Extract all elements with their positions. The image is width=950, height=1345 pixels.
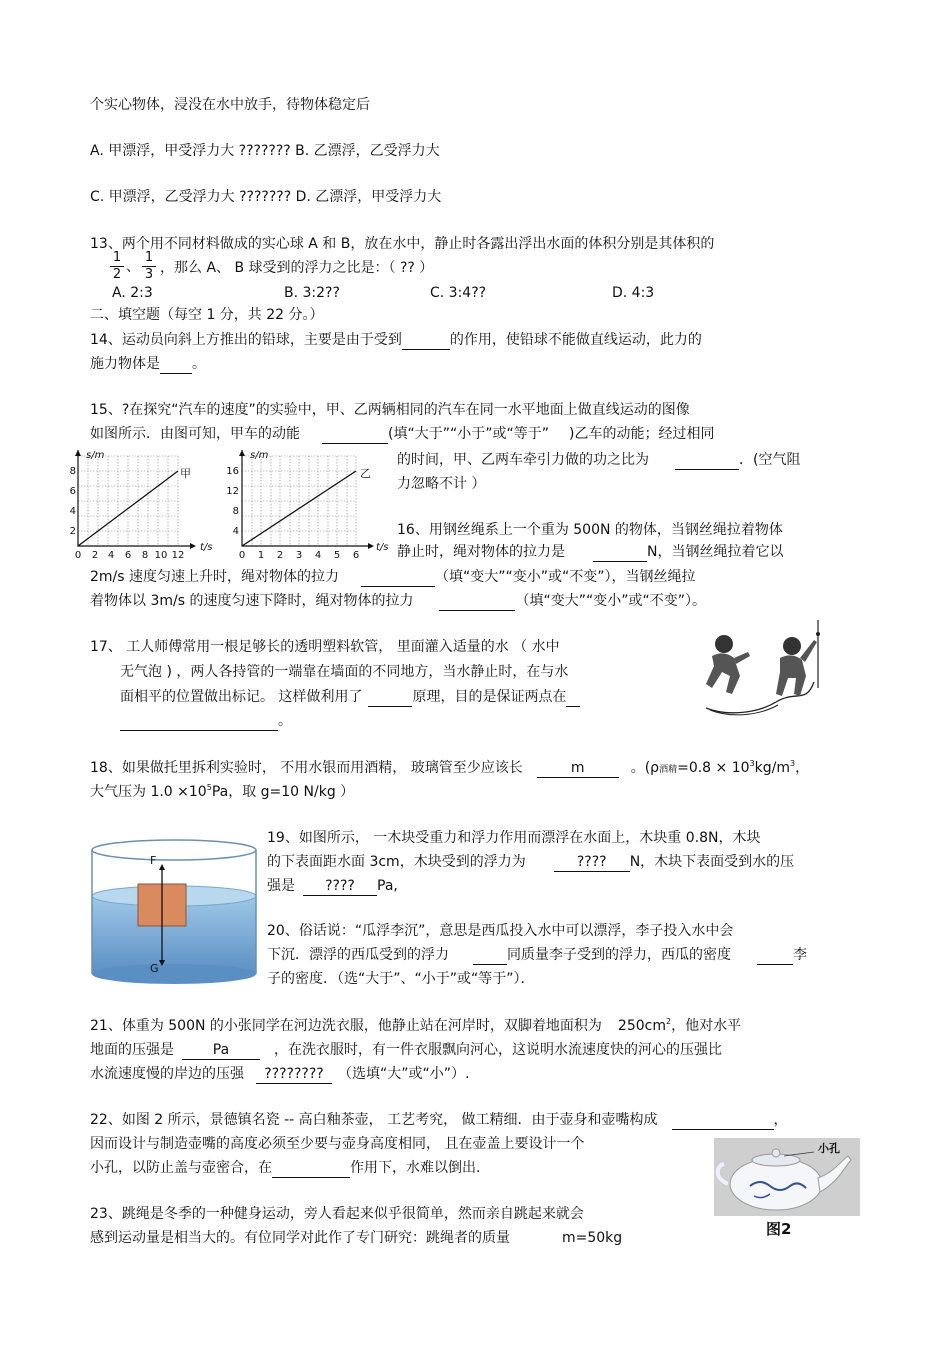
q23-line2 [90,1229,622,1247]
graph-jia-ylabel: s/m [86,450,105,461]
q22-line3 [90,1159,480,1178]
q13-comma: 、 [126,259,140,275]
q18-text-c: =0.8 × 10 [677,760,750,776]
q23-line1: 23、跳绳是冬季的一种健身运动，旁人看起来似乎很简单，然而亲自跳起来就会 [90,1206,584,1222]
q15-text-b: (填“大于”“小于”或“等于” [388,426,549,442]
graph-jia-name: 甲 [180,467,191,480]
q19-line3 [267,877,398,896]
q18-exp3b: 3 [790,759,796,768]
q15-text-c: )乙车的动能；经过相同 [568,426,715,442]
graph-yi-xtick: 1 [257,550,265,561]
q22-text-b: 小孔，以防止盖与壶密合，在 [90,1160,272,1176]
floating-block-figure [88,838,260,984]
q17-text-a: 面相平的位置做出标记。 这样做利用了 [120,689,363,705]
q13-frac2-den: 3 [144,267,154,282]
q20-text-b: 同质量李子受到的浮力，西瓜的密度 [507,947,731,963]
graph-yi-xtick: 2 [276,550,284,561]
q13-frac1-num: 1 [110,250,124,267]
q16-text-b: N，当钢丝绳拉着它以 [647,544,784,560]
q13-fraction-1 [110,250,124,283]
q21-text-a: 21、体重为 500N 的小张同学在河边洗衣服，他静止站在河岸时，双脚着地面积为 [90,1018,602,1034]
q13-option-d: D. 4:3 [612,285,655,301]
q18-text-f: 大气压为 1.0 ×10 [90,784,207,800]
q15-text-a: 如图所示．由图可知，甲车的动能 [90,426,300,442]
q16-text-c: 2m/s 速度匀速上升时，绳对物体的拉力 [90,569,340,585]
q14-text-b: 的作用，使铅球不能做直线运动，此力的 [449,332,702,348]
q21-line1 [90,1017,741,1037]
q15-text-e: ．(空气阻 [739,452,801,468]
q14-line1 [90,331,702,350]
q17-line1: 17、 工人师傅常用一根足够长的透明塑料软管， 里面灌入适量的水 （ 水中 [90,639,560,655]
teapot-figure [714,1138,860,1246]
q21-blank-pressure: Pa [182,1041,260,1060]
graph-yi-xtick: 3 [295,550,303,561]
q18-text-d: kg/m [754,760,790,776]
q14-text-d: 。 [192,356,206,372]
q16-text-e: 着物体以 3m/s 的速度匀速下降时，绳对物体的拉力 [90,593,414,609]
q22-text-a: 22、如图 2 所示，景德镇名瓷 -- 高白釉茶壶， 工艺考究， 做工精细．由于壶身和壶嘴构成 [90,1112,658,1128]
q16-text-f: （填“变大”“变小”或“不变”）。 [515,593,706,609]
q21-line2 [90,1041,722,1060]
q13-option-b: B. 3:2?? [284,285,340,301]
q13-frac2-num: 1 [142,250,156,267]
q15-line4: 力忽略不计 ） [397,476,486,492]
q21-exp2: 2 [665,1017,672,1026]
q18-blank: m [537,759,619,778]
q12-options-ab: A. 甲漂浮，甲受浮力大 ??????? B. 乙漂浮，乙受浮力大 [90,143,440,159]
graph-yi-xtick: 6 [352,550,360,561]
section-title: 二、填空题（每空 1 分，共 22 分。） [90,307,324,323]
graph-yi-xtick: 0 [238,550,246,561]
q22-line1: 22、如图 2 所示，景德镇名瓷 -- 高白釉茶壶， 工艺考究， 做工精细．由于壶身和壶嘴构成 ， [90,1112,788,1128]
q14-text-a: 14、运动员向斜上方推出的铅球，主要是由于受到 [90,332,402,348]
graph-jia-ytick: 6 [69,486,76,497]
q19-blank-force: ???? [554,853,630,872]
q23-text-a: 感到运动量是相当大的。有位同学对此作了专门研究：跳绳者的质量 [90,1230,510,1246]
q21-text-c: ，他对水平 [671,1018,742,1034]
q21-text-d: 地面的压强是 [90,1042,174,1058]
graph-yi-xtick: 4 [314,550,322,561]
q13-option-c: C. 3:4?? [430,285,487,301]
q13-option-a: A. 2:3 [112,285,153,301]
q22-line2: 因而设计与制造壶嘴的高度必须至少要与壶身高度相同， 且在壶盖上要设计一个 [90,1136,585,1152]
q16-line1: 16、用钢丝绳系上一个重为 500N 的物体，当钢丝绳拉着物体 [397,522,783,538]
graph-car-jia [68,446,228,560]
q19-text-d: Pa, [377,878,398,894]
q19-line1: 19、如图所示， 一木块受重力和浮力作用而漂浮在水面上，木块重 0.8N，木块 [267,830,761,846]
graph-yi-xtick: 5 [333,550,341,561]
q18-exp3: 3 [749,759,755,768]
graph-yi-ylabel: s/m [250,450,269,461]
q20-line1: 20、俗话说：“瓜浮李沉”，意思是西瓜投入水中可以漂浮，李子投入水中会 [267,923,734,939]
graph-jia-xtick: 0 [74,550,82,561]
q13-line2: ，那么 A、 B 球受到的浮力之比是：（ ?? ） [160,260,434,276]
q23-text-b: m=50kg [562,1230,623,1246]
q17-text-b: 原理，目的是保证两点在 [412,689,567,705]
label-g: G [150,962,159,975]
fig2-caption: 图2 [766,1220,792,1238]
q17-line3 [120,688,580,707]
label-f: F [150,854,157,867]
graph-yi-xlabel: t/s [376,542,389,553]
graph-jia-xlabel: t/s [200,542,213,553]
q15-line1: 15、?在探究“汽车的速度”的实验中，甲、乙两辆相同的汽车在同一水平地面上做直线运动的图像 [90,402,690,418]
q20-text-a: 下沉．漂浮的西瓜受到的浮力 [267,947,449,963]
graph-jia-ytick: 4 [69,506,76,517]
graph-jia-ytick: 8 [69,466,76,477]
graph-yi-axes [242,450,372,546]
graph-jia-axes [78,450,194,546]
q16-line2 [397,543,783,562]
q15-line3 [397,451,800,470]
q18-text-b: 。(ρ [630,760,660,776]
graph-car-yi [228,446,388,560]
small-hole-label: 小孔 [818,1142,840,1155]
graph-jia-grid [78,456,178,546]
q19-line2 [267,853,794,872]
q19-text-a: 的下表面距水面 3cm，木块受到的浮力为 [267,854,526,870]
q14-line2 [90,355,206,374]
graph-jia-xtick: 2 [91,550,99,561]
graph-yi-grid [242,456,356,546]
q15-text-d: 的时间，甲、乙两车牵引力做的功之比为 [397,452,649,468]
q13-fraction-2 [142,250,156,283]
q14-text-c: 施力物体是 [90,356,160,372]
q19-text-c: 强是 [267,878,295,894]
q16-text-d: （填“变大”“变小”或“不变”），当钢丝绳拉 [435,569,696,585]
q18-text-a: 18、如果做托里拆利实验时， 不用水银而用酒精， 玻璃管至少应该长 [90,760,523,776]
q19-blank-pressure: ???? [303,877,377,896]
graph-yi-name: 乙 [360,467,371,480]
q12-options-cd: C. 甲漂浮，乙受浮力大 ??????? D. 乙漂浮，甲受浮力大 [90,189,442,205]
q18-line1 [90,759,809,779]
graph-jia-xtick: 10 [154,550,168,561]
graph-jia-xtick: 8 [141,550,149,561]
q16-line3 [90,568,696,587]
q21-blank-compare: ???????? [256,1065,332,1084]
q17-line2: 无气泡 ) ，两人各持管的一端靠在墙面的不同地方，当水静止时，在与水 [120,664,569,680]
q19-text-b: N，木块下表面受到水的压 [629,854,795,870]
q21-text-b: 250cm [617,1018,666,1034]
q18-text-g: Pa，取 g=10 N/kg ） [211,784,355,800]
graph-jia-xtick: 6 [124,550,132,561]
q18-line2 [90,783,354,803]
q20-line3: 子的密度．（选“大于”、“小于”或“等于”）． [267,971,535,987]
q16-text-a: 静止时，绳对物体的拉力是 [397,544,565,560]
q21-text-f: 水流速度慢的岸边的压强 [90,1066,244,1082]
q17-line4 [120,712,292,731]
q18-rho-sub: 酒精 [659,765,678,775]
q20-line2 [267,946,807,965]
q17-text-c: 。 [278,713,292,729]
graph-jia-xtick: 12 [171,550,185,561]
q16-line4 [90,592,706,611]
q13-line1: 13、两个用不同材料做成的实心球 A 和 B，放在水中，静止时各露出浮出水面的体积分别是其体积的 [90,236,715,252]
graph-yi-ytick: 16 [226,466,239,477]
graph-yi-ytick: 12 [226,486,239,497]
q18-exp5: 5 [206,783,212,792]
q21-text-e: ，在洗衣服时，有一件衣服飘向河心，这说明水流速度快的河心的压强比 [274,1042,722,1058]
q21-text-g: （选填“大”或“小”）. [338,1066,470,1082]
q21-line3 [90,1065,469,1084]
q20-text-c: 李 [793,947,807,963]
q15-line2 [90,425,714,444]
graph-jia-ytick: 2 [69,526,76,537]
q13-frac1-den: 2 [112,267,122,282]
q22-text-c: 作用下，水难以倒出. [350,1160,481,1176]
graph-yi-ytick: 4 [232,526,239,537]
q18-text-e: ， [795,760,810,776]
graph-jia-xtick: 4 [107,550,115,561]
graph-yi-ytick: 8 [232,506,239,517]
q12-line: 个实心物体，浸没在水中放手，待物体稳定后 [90,97,370,113]
workers-hose-illustration [696,618,864,718]
